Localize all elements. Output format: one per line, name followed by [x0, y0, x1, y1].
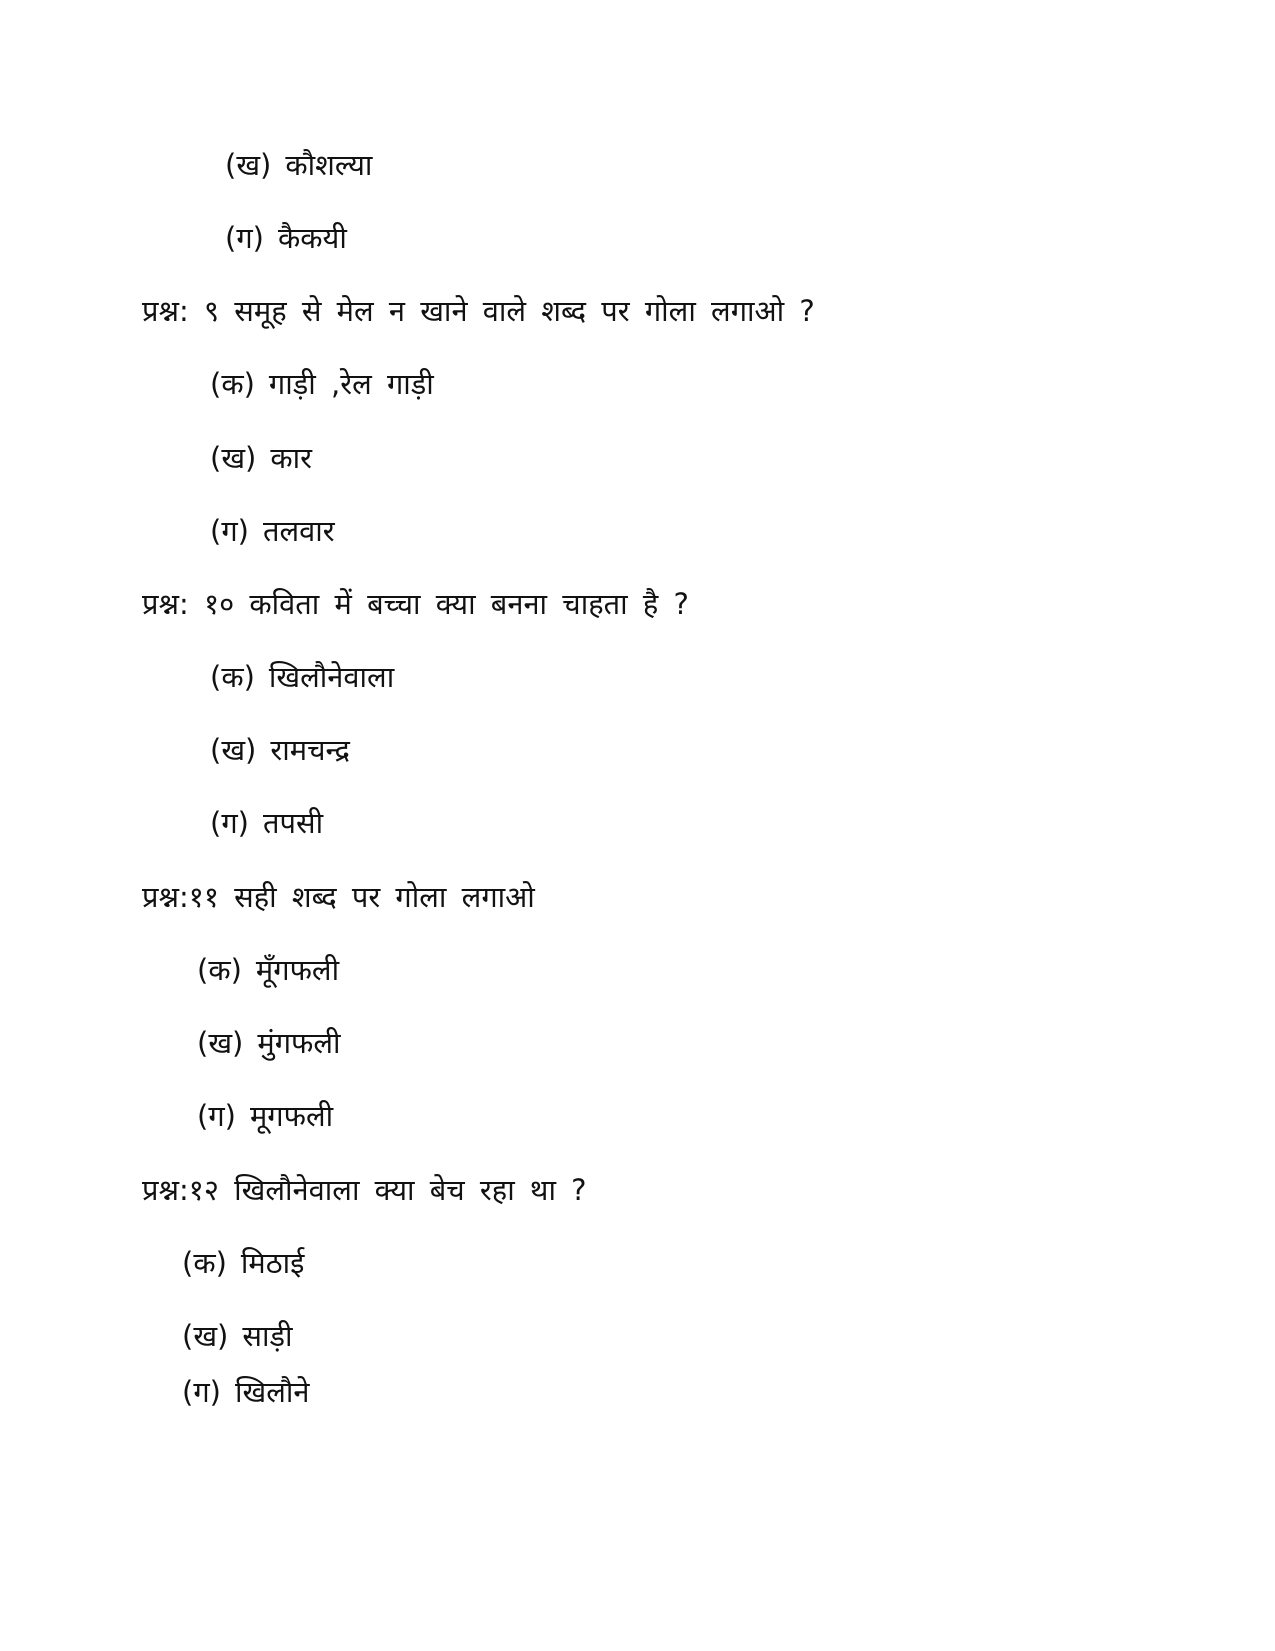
option-item — [210, 511, 335, 551]
option-text: कौशल्या — [285, 148, 373, 182]
option-label: (ख) — [197, 1026, 244, 1060]
option-label: (ख) — [225, 148, 272, 182]
option-item — [210, 438, 312, 478]
option-text: तलवार — [262, 514, 335, 548]
option-text: मूगफली — [249, 1099, 334, 1133]
option-label: (ग) — [225, 221, 264, 255]
option-item — [210, 657, 394, 697]
option-text: खिलौने — [234, 1375, 310, 1409]
option-label: (क) — [197, 953, 242, 987]
option-label: (क) — [210, 660, 255, 694]
question-11: प्रश्न:११ सही शब्द पर गोला लगाओ — [142, 880, 535, 914]
question-9: प्रश्न: ९ समूह से मेल न खाने वाले शब्द पर गोला लगाओ ? — [142, 294, 815, 328]
question-10: प्रश्न: १० कविता में बच्चा क्या बनना चाहता है ? — [142, 587, 689, 621]
option-label: (ग) — [182, 1375, 221, 1409]
option-label: (ग) — [210, 514, 249, 548]
option-text: गाड़ी ,रेल गाड़ी — [268, 367, 434, 401]
option-label: (ख) — [210, 733, 257, 767]
option-item — [182, 1372, 309, 1412]
option-item — [197, 1023, 341, 1063]
option-label: (क) — [182, 1246, 227, 1280]
option-text: मुंगफली — [257, 1026, 341, 1060]
option-text: साड़ी — [242, 1319, 293, 1353]
option-item — [182, 1316, 293, 1356]
option-text: खिलौनेवाला — [268, 660, 395, 694]
option-label: (ग) — [210, 806, 249, 840]
option-item — [210, 803, 323, 843]
question-12: प्रश्न:१२ खिलौनेवाला क्या बेच रहा था ? — [142, 1173, 587, 1207]
option-label: (क) — [210, 367, 255, 401]
option-item — [197, 950, 339, 990]
option-label: (ख) — [210, 441, 257, 475]
option-item — [182, 1243, 304, 1283]
option-text: तपसी — [262, 806, 324, 840]
option-label: (ग) — [197, 1099, 236, 1133]
option-label: (ख) — [182, 1319, 229, 1353]
option-item — [197, 1096, 333, 1136]
option-text: रामचन्द्र — [270, 733, 350, 767]
option-text: मिठाई — [240, 1246, 305, 1280]
option-text: मूँगफली — [255, 953, 340, 987]
option-item — [225, 145, 372, 185]
option-item — [210, 730, 350, 770]
option-item — [210, 364, 434, 404]
option-text: कैकयी — [277, 221, 347, 255]
option-text: कार — [270, 441, 313, 475]
option-item — [225, 218, 347, 258]
